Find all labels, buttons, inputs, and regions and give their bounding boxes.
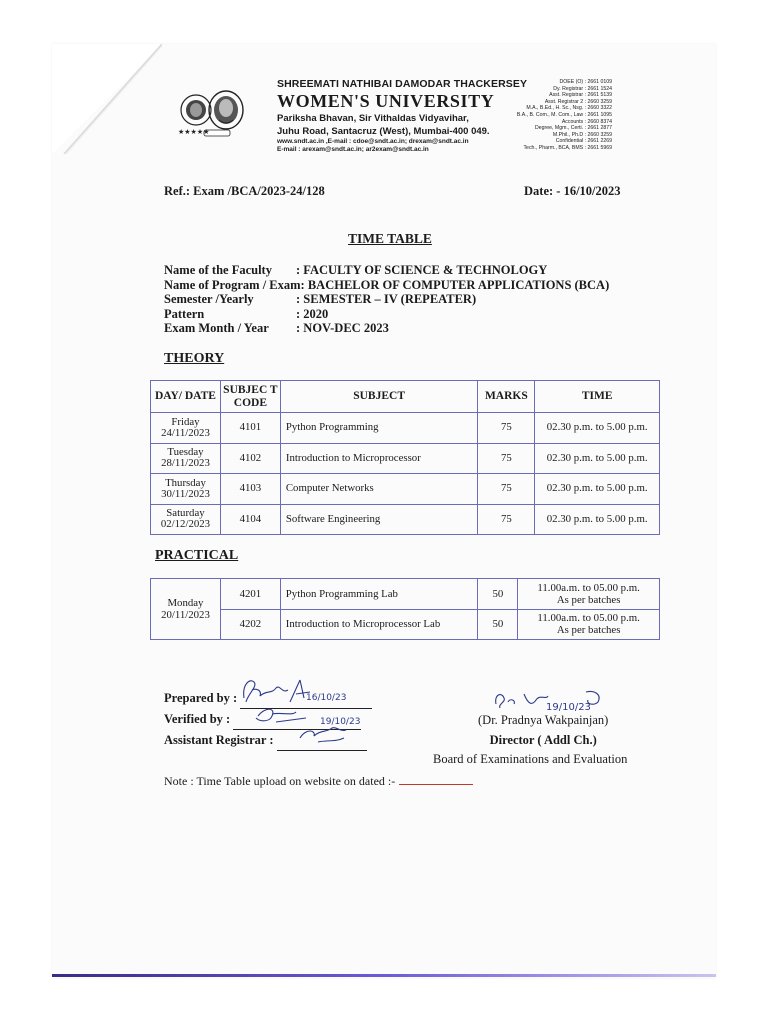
info-label: Pattern xyxy=(164,306,205,321)
phone-line: Dy. Registrar : 2661 1524 xyxy=(553,85,612,92)
day-date-cell xyxy=(151,579,221,640)
time-cell: 02.30 p.m. to 5.00 p.m. xyxy=(535,504,660,535)
note-blank-line xyxy=(399,784,473,785)
phone-line: Asst. Registrar : 2661 5139 xyxy=(549,92,612,99)
director-name: (Dr. Pradnya Wakpainjan) xyxy=(478,713,609,727)
subject-cell: Python Programming xyxy=(280,413,478,444)
date: 28/11/2023 xyxy=(161,457,210,470)
signature-line xyxy=(277,750,367,751)
info-row-semester xyxy=(164,292,609,307)
day: Saturday xyxy=(166,507,205,520)
prepared-signature-date: 16/10/23 xyxy=(306,693,347,703)
phone-line: Asst. Registrar 2 : 2660 3259 xyxy=(544,98,612,105)
assistant-registrar-label: Assistant Registrar : xyxy=(164,733,274,747)
info-row-pattern xyxy=(164,307,609,322)
prepared-by-label: Prepared by : xyxy=(164,691,238,705)
subject-cell: Computer Networks xyxy=(280,474,478,505)
svg-text:★★★★★: ★★★★★ xyxy=(178,128,210,136)
date: 20/11/2023 xyxy=(161,609,210,621)
theory-table xyxy=(150,380,660,535)
email-line: E-mail : arexam@sndt.ac.in; ar2exam@sndt.ac.in xyxy=(277,146,429,153)
date: 30/11/2023 xyxy=(161,487,210,500)
note-text: Note : Time Table upload on website on dated :- xyxy=(164,774,396,788)
time-range: 11.00a.m. to 05.00 p.m. xyxy=(537,612,640,625)
marks-cell: 50 xyxy=(478,609,518,640)
info-label: Semester /Yearly xyxy=(164,292,254,307)
practical-heading: PRACTICAL xyxy=(155,548,239,563)
trust-name: SHREEMATI NATHIBAI DAMODAR THACKERSEY xyxy=(277,78,528,90)
phone-directory xyxy=(496,79,612,152)
reference-number: Ref.: Exam /BCA/2023-24/128 xyxy=(164,184,325,198)
time-range: 11.00a.m. to 05.00 p.m. xyxy=(537,581,640,594)
info-label: Name of the Faculty xyxy=(164,263,272,277)
code-cell: 4202 xyxy=(220,609,280,640)
day-date-cell xyxy=(151,443,221,474)
day-date-cell xyxy=(151,413,221,444)
page-title: TIME TABLE xyxy=(348,231,432,246)
table-row xyxy=(151,474,660,505)
info-row-exam-month xyxy=(164,321,609,336)
subject-cell: Software Engineering xyxy=(280,504,478,535)
address-line-1: Pariksha Bhavan, Sir Vithaldas Vidyavihar, xyxy=(277,113,469,124)
info-row-program xyxy=(164,278,609,293)
exam-info xyxy=(164,263,609,336)
subject-cell: Introduction to Microprocessor Lab xyxy=(280,609,478,640)
table-row xyxy=(151,504,660,535)
code-cell: 4103 xyxy=(220,474,280,505)
time-cell: 02.30 p.m. to 5.00 p.m. xyxy=(535,413,660,444)
university-name: WOMEN'S UNIVERSITY xyxy=(277,91,495,111)
info-row-faculty xyxy=(164,263,609,278)
phone-line: Tech., Pharm., BCA, BMS : 2661 5969 xyxy=(523,144,612,151)
subject-cell: Introduction to Microprocessor xyxy=(280,443,478,474)
day: Monday xyxy=(167,597,204,609)
phone-line: M.A., B.Ed., H. Sc., Nsg. : 2660 3322 xyxy=(526,105,612,112)
phone-line: Degree, Mgm., Certi. : 2661 2877 xyxy=(535,125,612,132)
verified-signature-date: 19/10/23 xyxy=(320,717,361,727)
website-email-line: www.sndt.ac.in ,E-mail : cdoe@sndt.ac.in; drexam@sndt.ac.in xyxy=(277,138,469,145)
phone-line: Accounts : 2660 8374 xyxy=(561,118,612,125)
info-value: : BACHELOR OF COMPUTER APPLICATIONS (BCA) xyxy=(300,277,610,292)
code-cell: 4201 xyxy=(220,579,280,610)
phone-line: DOEE (O) : 2661 0109 xyxy=(559,79,612,85)
info-label: Exam Month / Year xyxy=(164,321,269,336)
board-name: Board of Examinations and Evaluation xyxy=(433,752,628,766)
phone-line: B.A., B. Com., M. Com., Law : 2661 1095 xyxy=(516,111,612,118)
page-bottom-edge xyxy=(52,974,716,977)
marks-cell: 50 xyxy=(478,579,518,610)
info-value: : FACULTY OF SCIENCE & TECHNOLOGY xyxy=(296,263,548,277)
date: 02/12/2023 xyxy=(160,518,211,531)
director-signature-date: 19/10/23 xyxy=(546,702,591,713)
marks-cell: 75 xyxy=(478,443,535,474)
day: Thursday xyxy=(165,476,206,489)
time-cell: 02.30 p.m. to 5.00 p.m. xyxy=(535,474,660,505)
practical-table xyxy=(150,578,660,640)
marks-cell: 75 xyxy=(478,413,535,444)
table-row xyxy=(151,609,660,640)
table-row xyxy=(151,443,660,474)
table-row xyxy=(151,413,660,444)
time-cell: 02.30 p.m. to 5.00 p.m. xyxy=(535,443,660,474)
time-cell xyxy=(518,579,660,610)
address-line-2: Juhu Road, Santacruz (West), Mumbai-400 049. xyxy=(277,126,490,137)
upload-note xyxy=(164,774,473,789)
university-logo xyxy=(174,86,246,142)
info-label: Name of Program / Exam xyxy=(164,277,301,292)
verified-by-label: Verified by : xyxy=(164,712,231,726)
date: 24/11/2023 xyxy=(161,426,210,439)
prepared-by-row xyxy=(164,688,372,709)
time-cell xyxy=(518,609,660,640)
batch-note: As per batches xyxy=(556,624,621,637)
column-header-subject: SUBJECT xyxy=(280,381,478,413)
code-cell: 4104 xyxy=(220,504,280,535)
marks-cell: 75 xyxy=(478,504,535,535)
code-cell: 4102 xyxy=(220,443,280,474)
day-date-cell xyxy=(151,474,221,505)
day-date-cell xyxy=(151,504,221,535)
university-letterhead xyxy=(277,78,528,154)
column-header-marks: MARKS xyxy=(478,381,535,413)
verified-by-row xyxy=(164,709,372,730)
column-header-time: TIME xyxy=(535,381,660,413)
marks-cell: 75 xyxy=(478,474,535,505)
phone-line: Confidential : 2661 2269 xyxy=(555,138,612,145)
info-value: : NOV-DEC 2023 xyxy=(296,321,389,336)
column-header-subject-code: SUBJEC T CODE xyxy=(220,381,280,413)
info-value: : 2020 xyxy=(296,306,329,321)
director-block xyxy=(478,710,608,750)
subject-cell: Python Programming Lab xyxy=(280,579,478,610)
phone-line: M.Phil., Ph.D : 2660 3259 xyxy=(552,131,612,138)
table-header-row xyxy=(151,381,660,413)
code-cell: 4101 xyxy=(220,413,280,444)
info-value: : SEMESTER – IV (REPEATER) xyxy=(296,292,477,307)
assistant-registrar-row xyxy=(164,730,372,751)
theory-heading: THEORY xyxy=(164,351,225,366)
batch-note: As per batches xyxy=(556,593,621,606)
document-date: Date: - 16/10/2023 xyxy=(524,184,621,198)
table-row xyxy=(151,579,660,610)
signature-block xyxy=(164,688,372,751)
director-role: Director ( Addl Ch.) xyxy=(489,733,597,747)
day: Tuesday xyxy=(167,446,204,459)
day: Friday xyxy=(171,415,200,428)
column-header-day-date: DAY/ DATE xyxy=(151,381,221,413)
